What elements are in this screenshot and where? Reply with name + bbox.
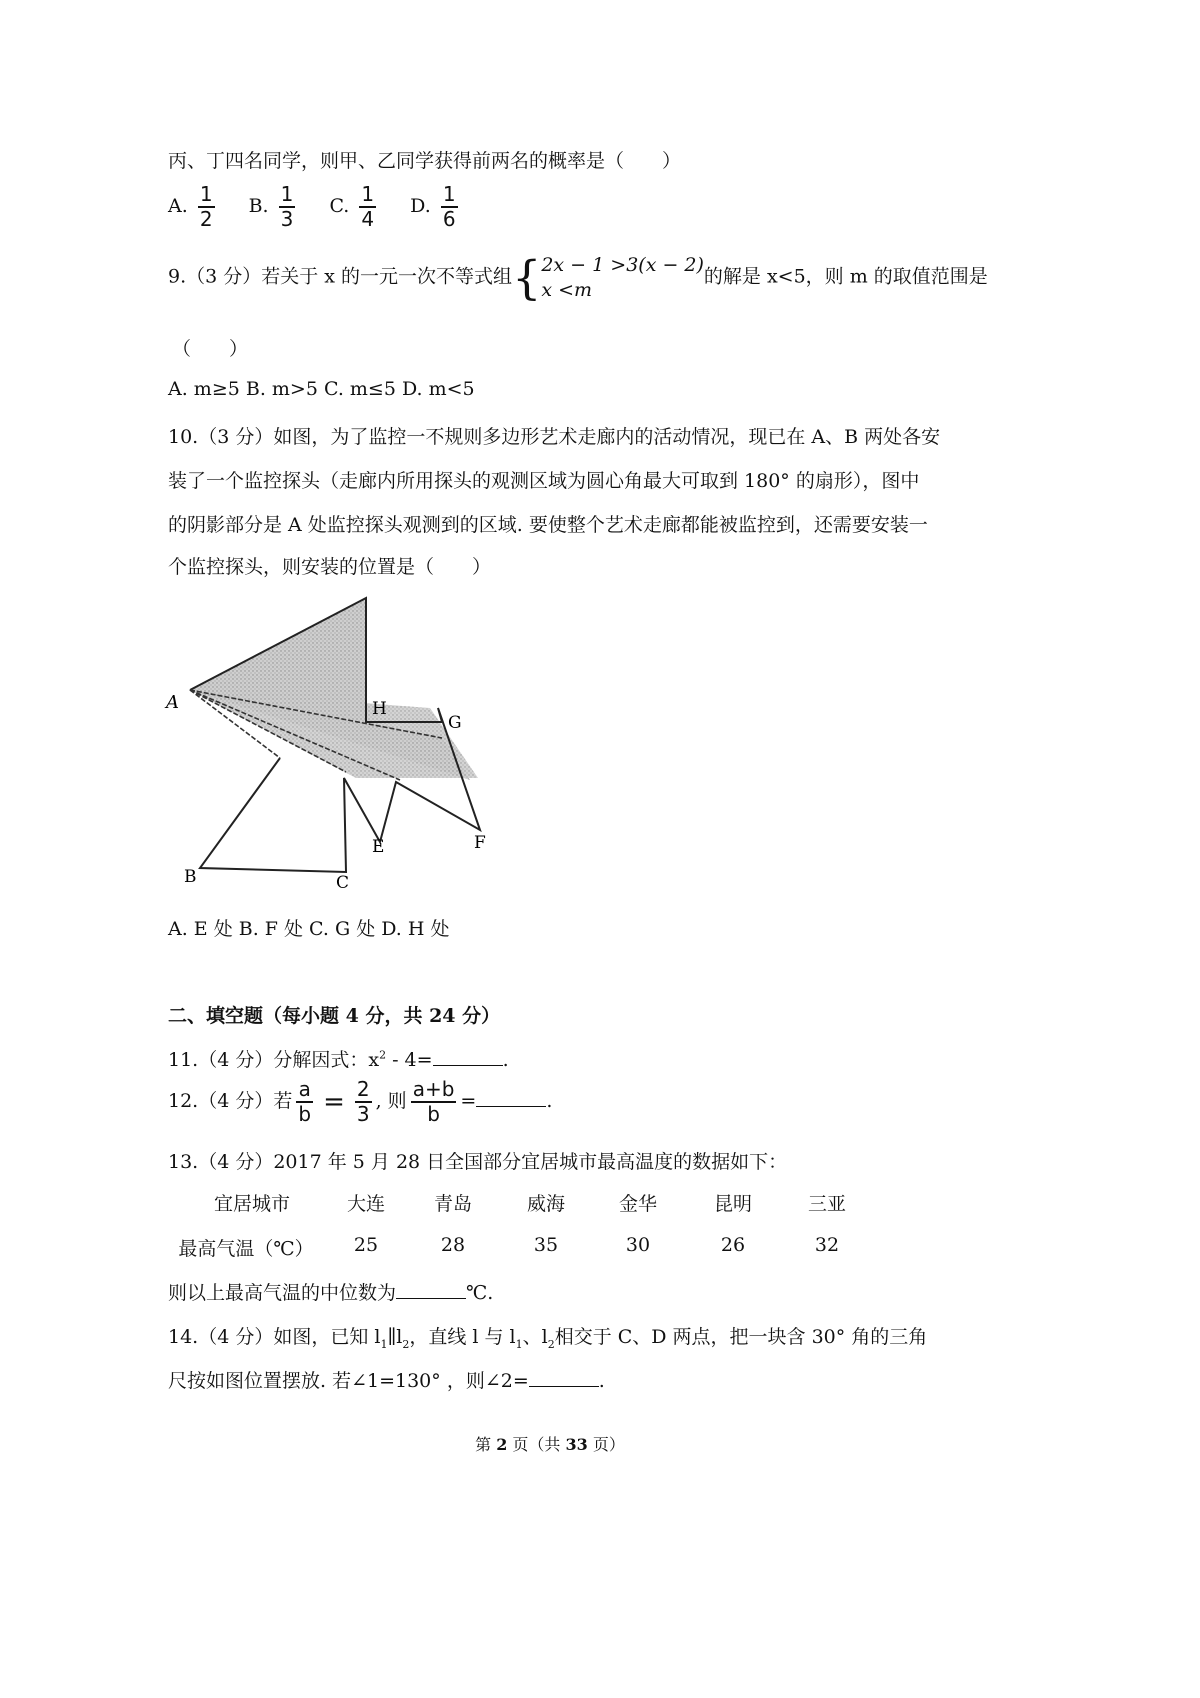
q9-stem <box>168 250 988 305</box>
numerator: a+b <box>412 1077 455 1101</box>
table-cell: 25 <box>353 1234 379 1256</box>
q10-line-4: 个监控探头，则安装的位置是（ ） <box>168 556 492 578</box>
table-header-cell: 青岛 <box>433 1193 472 1215</box>
q11-end: . <box>502 1049 509 1071</box>
q9-stem-after: 的解是 x<5，则 m 的取值范围是 <box>703 265 988 288</box>
footer-text: 页（共 <box>507 1435 566 1454</box>
page-number: 2 <box>496 1435 508 1454</box>
fraction <box>198 183 215 231</box>
brace-icon: { <box>512 250 542 305</box>
inequality-system <box>541 253 704 302</box>
gallery-figure <box>160 590 540 900</box>
table-cell: 26 <box>720 1234 746 1256</box>
q14-end: . <box>598 1370 605 1392</box>
q11-suffix: - 4= <box>386 1049 433 1071</box>
fraction-a-over-b <box>296 1078 313 1126</box>
denominator: b <box>298 1102 312 1126</box>
q11-prefix: 11.（4 分）分解因式：x <box>168 1049 380 1071</box>
denominator: 6 <box>442 207 456 231</box>
q8-option-b[interactable] <box>249 183 300 231</box>
option-letter: D. <box>410 195 431 217</box>
answer-blank[interactable] <box>476 1088 546 1107</box>
numerator: 1 <box>280 182 294 206</box>
q12-end: . <box>546 1090 553 1112</box>
q8-option-d[interactable] <box>410 183 461 231</box>
fraction-2-over-3 <box>355 1078 372 1126</box>
q12-prefix: 12.（4 分）若 <box>168 1090 293 1112</box>
q14-text: 14.（4 分）如图，已知 l <box>168 1326 381 1348</box>
table-cell: 28 <box>440 1234 466 1256</box>
inequality-1: 2x − 1 >3(x − 2) <box>541 254 704 276</box>
q8-option-a[interactable] <box>168 183 219 231</box>
answer-blank[interactable] <box>396 1280 466 1299</box>
q13-after-suffix: ℃. <box>466 1282 494 1304</box>
q13-after-prefix: 则以上最高气温的中位数为 <box>168 1282 397 1304</box>
answer-blank[interactable] <box>433 1047 503 1066</box>
inequality-2: x <m <box>541 278 593 301</box>
q10-line-3: 的阴影部分是 A 处监控探头观测到的区域. 要使整个艺术走廊都能被监控到，还需要安装一 <box>168 514 928 536</box>
numerator: a <box>296 1078 313 1103</box>
table-row-label: 最高气温（℃） <box>178 1238 314 1260</box>
label-f: F <box>474 833 486 853</box>
q12 <box>168 1078 552 1126</box>
q9-options[interactable]: A. m≥5 B. m>5 C. m≤5 D. m<5 <box>168 378 475 400</box>
q14-text: ，直线 l 与 l <box>409 1326 516 1348</box>
q8-option-c[interactable] <box>329 183 380 231</box>
label-e: E <box>372 837 385 857</box>
label-a: A <box>166 692 179 713</box>
subscript: 2 <box>547 1337 555 1351</box>
label-c: C <box>336 873 350 893</box>
denominator: b <box>427 1102 440 1126</box>
denominator: 4 <box>361 207 375 231</box>
denominator: 2 <box>199 207 213 231</box>
option-letter: A. <box>168 195 188 217</box>
page-footer <box>0 1432 1100 1455</box>
q10-line-2: 装了一个监控探头（走廊内所用探头的观测区域为圆心角最大可取到 180° 的扇形），图中 <box>168 470 920 492</box>
q8-options <box>168 183 486 231</box>
footer-text: 第 <box>475 1435 497 1454</box>
table-header-cell: 金华 <box>618 1193 657 1215</box>
numerator: 1 <box>442 182 456 206</box>
q14-text: 、l <box>522 1326 548 1348</box>
table-header-cell: 昆明 <box>713 1193 752 1215</box>
subscript: 1 <box>380 1337 388 1351</box>
numerator: 1 <box>361 182 375 206</box>
q11-exponent: 2 <box>379 1048 387 1062</box>
total-pages: 33 <box>565 1435 588 1454</box>
fraction-a-plus-b-over-b <box>411 1078 457 1126</box>
section-2-title: 二、填空题（每小题 4 分，共 24 分） <box>168 1005 501 1027</box>
label-b: B <box>184 867 197 887</box>
table-cell: 30 <box>625 1234 651 1256</box>
table-header-cell: 大连 <box>346 1193 385 1215</box>
q9-stem-before: 9.（3 分）若关于 x 的一元一次不等式组 <box>168 265 513 288</box>
q12-suffix: = <box>460 1090 477 1112</box>
q9-paren: （ ） <box>172 338 249 360</box>
q8-stem-tail: 丙、丁四名同学，则甲、乙同学获得前两名的概率是（ ） <box>168 150 682 172</box>
table-header-cell: 宜居城市 <box>213 1193 290 1215</box>
subscript: 1 <box>515 1337 523 1351</box>
table-header-cell: 威海 <box>526 1193 565 1215</box>
numerator: 2 <box>356 1077 370 1101</box>
q13-stem: 13.（4 分）2017 年 5 月 28 日全国部分宜居城市最高温度的数据如下： <box>168 1151 788 1173</box>
denominator: 3 <box>356 1102 370 1126</box>
q14-text: 尺按如图位置摆放. 若∠1=130° ，则∠2= <box>168 1370 529 1392</box>
q10-options[interactable]: A. E 处 B. F 处 C. G 处 D. H 处 <box>168 918 450 940</box>
label-g: G <box>448 713 462 733</box>
q14-text: ∥l <box>387 1326 403 1348</box>
subscript: 2 <box>402 1337 410 1351</box>
q10-line-1: 10.（3 分）如图，为了监控一不规则多边形艺术走廊内的活动情况，现已在 A、B 两处各安 <box>168 426 941 448</box>
option-letter: C. <box>329 195 350 217</box>
answer-blank[interactable] <box>529 1368 599 1387</box>
q11 <box>168 1045 509 1072</box>
table-header-cell: 三亚 <box>807 1193 846 1215</box>
fraction <box>279 183 296 231</box>
numerator: 1 <box>199 182 213 206</box>
fraction <box>359 183 376 231</box>
q12-mid: , 则 <box>375 1090 407 1112</box>
q14-line-1 <box>168 1322 927 1351</box>
table-cell: 35 <box>533 1234 559 1256</box>
q14-text: 相交于 C、D 两点，把一块含 30° 角的三角 <box>554 1326 928 1348</box>
equals-sign: = <box>323 1087 345 1117</box>
q14-line-2 <box>168 1366 605 1393</box>
q13-answer-line <box>168 1278 493 1305</box>
denominator: 3 <box>280 207 294 231</box>
label-h: H <box>372 699 387 719</box>
footer-text: 页） <box>587 1435 625 1454</box>
option-letter: B. <box>248 195 269 217</box>
fraction <box>441 183 458 231</box>
table-cell: 32 <box>814 1234 840 1256</box>
